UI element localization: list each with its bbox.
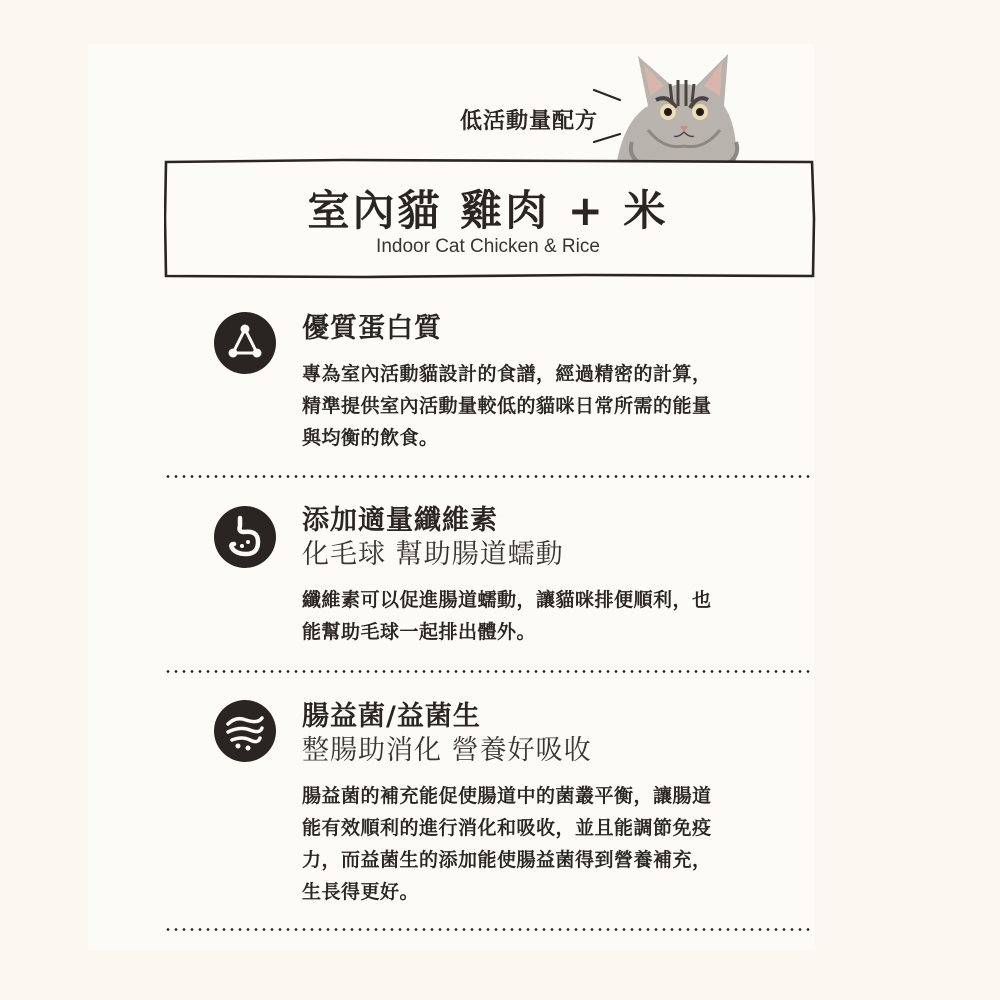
feature-subtitle: 整腸助消化 營養好吸收 bbox=[302, 735, 592, 766]
dotted-divider bbox=[164, 670, 814, 673]
product-title-zh: 室內貓 雞肉 + 米 bbox=[307, 186, 669, 235]
dotted-divider bbox=[164, 928, 814, 931]
body-line: 纖維素可以促進腸道蠕動，讓貓咪排便順利，也 bbox=[302, 589, 712, 611]
stomach-icon bbox=[214, 506, 276, 568]
formula-tagline: 低活動量配方 bbox=[460, 109, 599, 134]
intestine-icon bbox=[214, 700, 276, 762]
cat-illustration bbox=[608, 50, 740, 166]
feature-subtitle: 化毛球 幫助腸道蠕動 bbox=[302, 539, 564, 570]
body-line: 腸益菌的補充能促使腸道中的菌叢平衡，讓腸道 bbox=[302, 785, 712, 807]
feature-title: 優質蛋白質 bbox=[302, 313, 442, 344]
body-line: 專為室內活動貓設計的食譜，經過精密的計算， bbox=[302, 363, 712, 385]
feature-body bbox=[302, 358, 792, 454]
protein-icon bbox=[214, 312, 276, 374]
feature-title: 腸益菌/益菌生 bbox=[302, 701, 481, 732]
product-title-en: Indoor Cat Chicken & Rice bbox=[376, 236, 600, 257]
dotted-divider bbox=[164, 475, 814, 478]
body-line: 與均衡的飲食。 bbox=[302, 427, 439, 449]
body-line: 能有效順利的進行消化和吸收，並且能調節免疫 bbox=[302, 817, 712, 839]
body-line: 精準提供室內活動量較低的貓咪日常所需的能量 bbox=[302, 395, 712, 417]
body-line: 力，而益菌生的添加能使腸益菌得到營養補充， bbox=[302, 849, 712, 871]
feature-body bbox=[302, 780, 792, 908]
feature-title: 添加適量纖維素 bbox=[302, 505, 498, 536]
body-line: 能幫助毛球一起排出體外。 bbox=[302, 621, 537, 643]
body-line: 生長得更好。 bbox=[302, 881, 420, 903]
feature-body bbox=[302, 584, 792, 648]
